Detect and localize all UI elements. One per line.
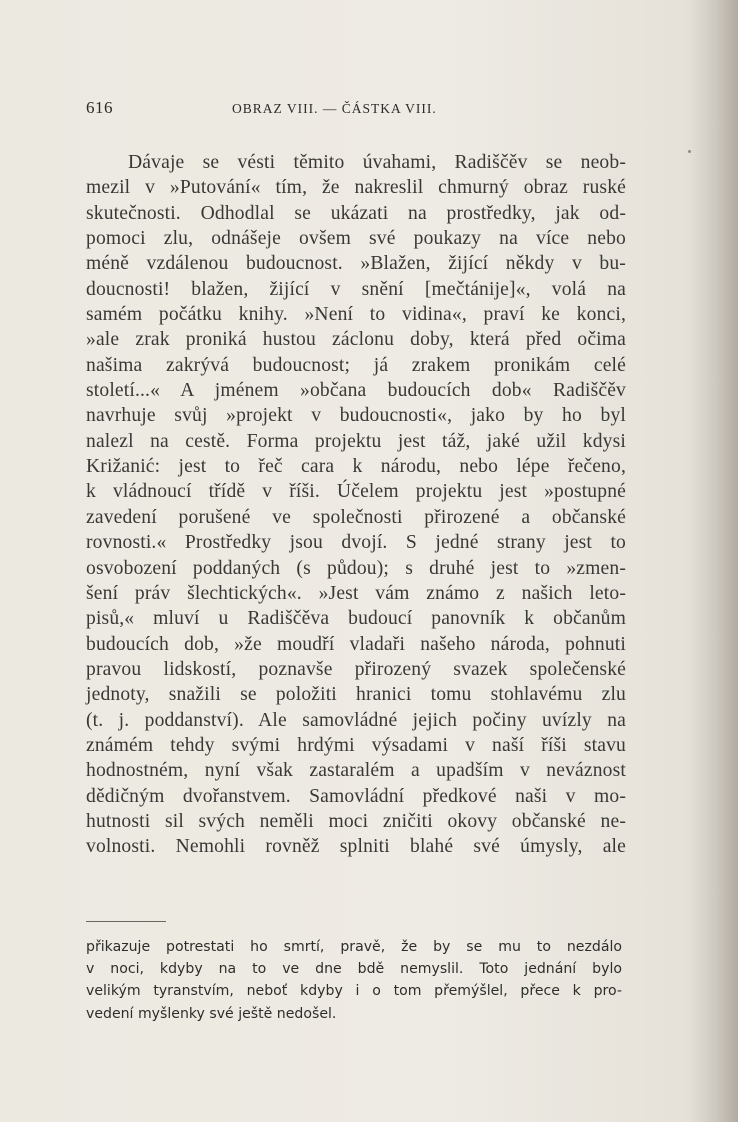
text-line: rovnosti.« Prostředky jsou dvojí. S jedné strany jest to [86,532,626,554]
running-head: OBRAZ VIII. — ČÁSTKA VIII. [232,101,437,116]
footnote [86,936,622,1025]
paper-speck [688,150,691,153]
page-number: 616 [86,98,113,117]
footnote-line: v noci, kdyby na to ve dne bdě nemyslil. Toto jednání bylo [86,961,622,978]
text-line: osvobození poddaných (s půdou); s druhé jest to »zmen- [86,557,626,579]
text-line: našima zakrývá budoucnost; já zrakem pronikám celé [86,354,626,376]
text-line: zavedení porušené ve společnosti přirozené a občanské [86,506,626,528]
text-line: méně vzdálenou budoucnost. »Blažen, žijící někdy v bu- [86,253,626,275]
text-line: Dávaje se vésti těmito úvahami, Radiščěv se neob- [128,152,626,173]
footnote-line: přikazuje potrestati ho smrtí, pravě, že by se mu to nezdálo [86,939,622,955]
text-line: hutnosti sil svých neměli moci zničiti okovy občanské ne- [86,810,626,832]
footnote-line: velikým tyranstvím, neboť kdyby i o tom přemýšlel, přece k pro- [86,983,622,1000]
text-line: volnosti. Nemohli rovněž splniti blahé své úmysly, ale [86,836,626,858]
text-line: k vládnoucí třídě v říši. Účelem projektu jest »postupné [86,481,626,503]
text-line: nalezl na cestě. Forma projektu jest táž, jaké užil kdysi [86,430,626,452]
text-line: pisů,« mluví u Radiščěva budoucí panovník k občanům [86,608,626,630]
text-line: století...« A jménem »občana budoucích dob« Radiščěv [86,380,626,402]
text-line: pomoci zlu, odnášeje ovšem své poukazy na více nebo [86,228,626,250]
binding-shadow [690,0,738,1122]
text-line: skutečnosti. Odhodlal se ukázati na prostředky, jak od- [86,202,626,224]
text-line: samém počátku knihy. »Není to vidina«, praví ke konci, [86,304,626,326]
text-line: doucnosti! blažen, žijící v snění [mečtánije]«, volá na [86,278,626,300]
text-line: jednoty, snažili se položiti hranici tomu stohlavému zlu [86,684,626,706]
text-line: dědičným dvořanstvem. Samovládní předkové naši v mo- [86,785,626,807]
page-header [86,98,646,122]
text-line: Križanić: jest to řeč cara k národu, nebo lépe řečeno, [86,456,626,478]
text-line: mezil v »Putování« tím, že nakreslil chmurný obraz ruské [86,177,626,199]
text-line: budoucích dob, »že moudří vladaři našeho národa, pohnuti [86,633,626,655]
text-line: navrhuje svůj »projekt v budoucnosti«, jako by ho byl [86,405,626,427]
footnote-line: vedení myšlenky své ještě nedošel. [86,1005,337,1022]
text-line: pravou lidskostí, poznavše přirozený svazek společenské [86,658,626,680]
text-line: šení práv šlechtických«. »Jest vám známo z našich leto- [86,582,626,604]
text-line: známém tehdy svými hrdými výsadami v naší říši stavu [86,734,626,756]
footnote-divider [86,921,166,922]
main-text [86,150,626,860]
text-line: (t. j. poddanství). Ale samovládné jejich počiny uvízly na [86,709,626,731]
text-line: »ale zrak proniká hustou záclonu doby, která před očima [86,329,626,351]
text-line: hodnostném, nyní však zastaralém a upadším v neváznost [86,760,626,782]
